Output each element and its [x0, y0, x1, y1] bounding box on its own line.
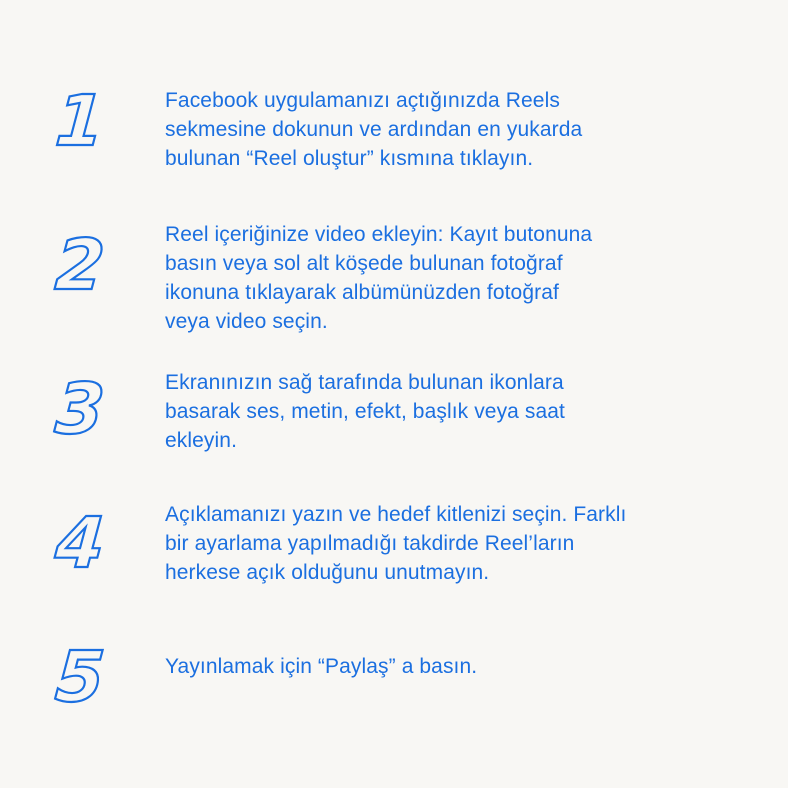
step-number-4: 4	[52, 502, 108, 584]
step-text-2	[165, 220, 755, 336]
step-3-line-2: basarak ses, metin, efekt, başlık veya saat	[165, 400, 565, 423]
step-text-1	[165, 86, 755, 173]
step-4-line-1: Açıklamanızı yazın ve hedef kitlenizi seçin. Farklı	[165, 503, 627, 526]
step-number-1: 1	[52, 80, 108, 162]
step-1-line-3: bulunan “Reel oluştur” kısmına tıklayın.	[165, 147, 534, 170]
step-5-line-1: Yayınlamak için “Paylaş” a basın.	[165, 655, 478, 678]
step-text-5	[165, 652, 755, 681]
step-1-line-2: sekmesine dokunun ve ardından en yukarda	[165, 118, 583, 141]
step-text-4	[165, 500, 755, 587]
step-4-line-2: bir ayarlama yapılmadığı takdirde Reel’ların	[165, 532, 575, 555]
step-1-line-1: Facebook uygulamanızı açtığınızda Reels	[165, 89, 560, 112]
step-2-line-2: basın veya sol alt köşede bulunan fotoğraf	[165, 252, 563, 275]
step-2-line-3: ikonuna tıklayarak albümünüzden fotoğraf	[165, 281, 559, 304]
step-4-line-3: herkese açık olduğunu unutmayın.	[165, 561, 490, 584]
step-3-line-1: Ekranınızın sağ tarafında bulunan ikonlara	[165, 371, 564, 394]
step-2-line-4: veya video seçin.	[165, 310, 328, 333]
step-number-5: 5	[52, 636, 108, 718]
step-number-3: 3	[52, 368, 108, 450]
step-text-3	[165, 368, 755, 455]
step-number-2: 2	[52, 224, 108, 306]
step-2-line-1: Reel içeriğinize video ekleyin: Kayıt butonuna	[165, 223, 593, 246]
step-3-line-3: ekleyin.	[165, 429, 238, 452]
